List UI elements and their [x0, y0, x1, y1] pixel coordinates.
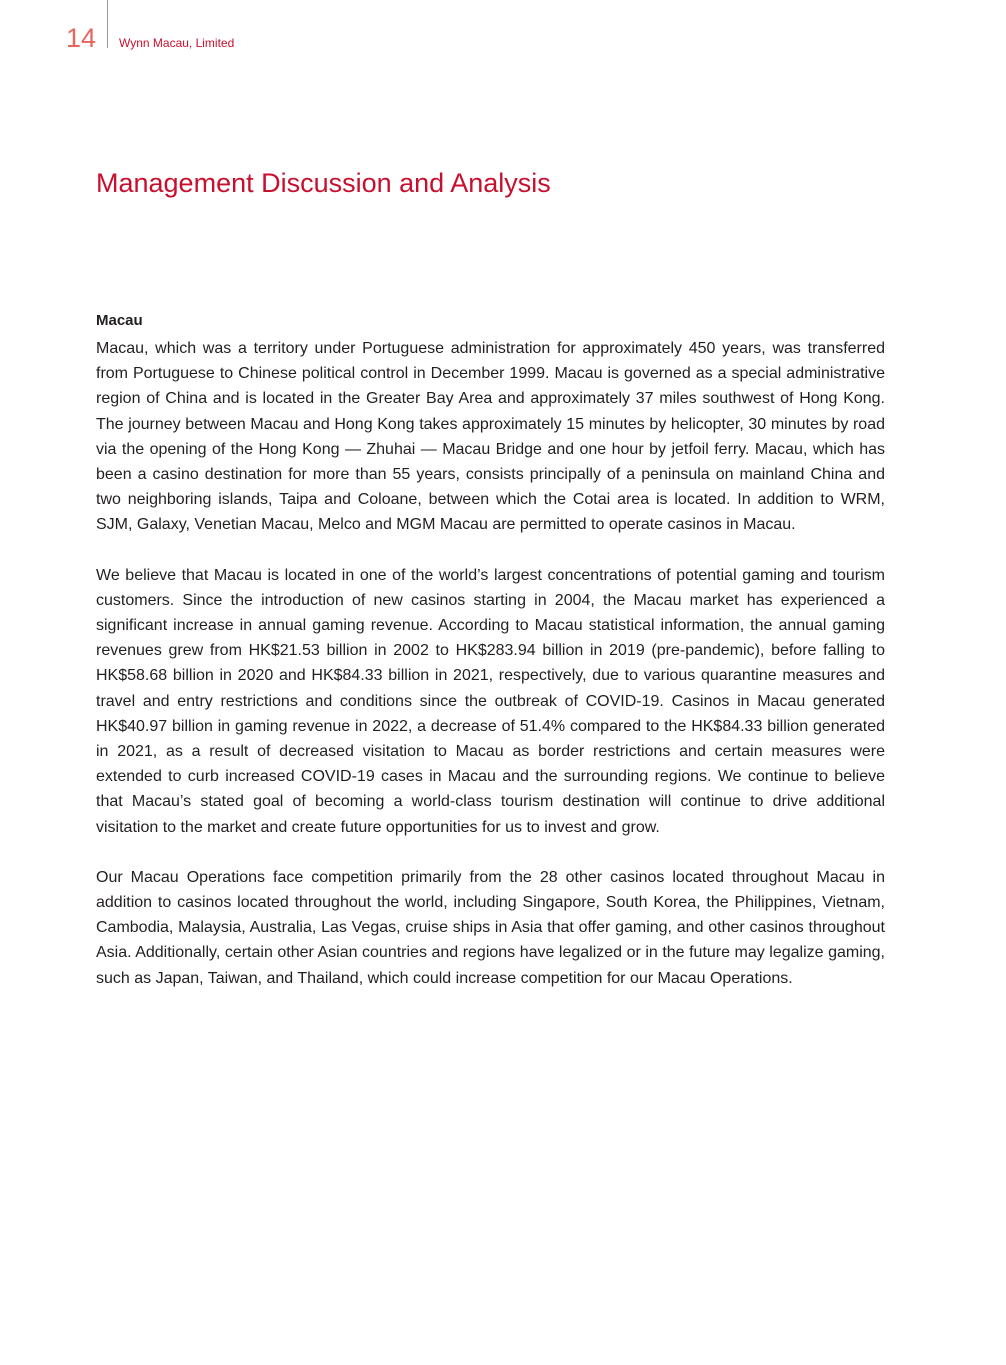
main-content: [96, 310, 885, 1016]
paragraph-1: Macau, which was a territory under Portuguese administration for approximately 450 years, was transferred from Portuguese to Chinese political control in December 1999. Macau is governed as a special administrative region of China and is located in the Greater Bay Area and approximately 37 miles southwest of Hong Kong. The journey between Macau and Hong Kong takes approximately 15 minutes by helicopter, 30 minutes by road via the opening of the Hong Kong — Zhuhai — Macau Bridge and one hour by jetfoil ferry. Macau, which has been a casino destination for more than 55 years, consists principally of a peninsula on mainland China and two neighboring islands, Taipa and Coloane, between which the Cotai area is located. In addition to WRM, SJM, Galaxy, Venetian Macau, Melco and MGM Macau are permitted to operate casinos in Macau.: [96, 340, 885, 534]
header-divider: [107, 0, 108, 48]
page-number: 14: [66, 23, 97, 53]
paragraph-3: Our Macau Operations face competition primarily from the 28 other casinos located throughout Macau in addition to casinos located throughout the world, including Singapore, South Korea, the Philippines, Vietnam, Cambodia, Malaysia, Australia, Las Vegas, cruise ships in Asia that offer gaming, and other casinos throughout Asia. Additionally, certain other Asian countries and regions have legalized or in the future may legalize gaming, such as Japan, Taiwan, and Thailand, which could increase competition for our Macau Operations.: [96, 868, 885, 987]
subheading-macau: Macau: [96, 312, 143, 329]
paragraph-2: We believe that Macau is located in one of the world’s largest concentrations of potential gaming and tourism customers. Since the introduction of new casinos starting in 2004, the Macau market has experienced a significant increase in annual gaming revenue. According to Macau statistical information, the annual gaming revenues grew from HK$21.53 billion in 2002 to HK$283.94 billion in 2019 (pre-pandemic), before falling to HK$58.68 billion in 2020 and HK$84.33 billion in 2021, respectively, due to various quarantine measures and travel and entry restrictions and conditions since the outbreak of COVID-19. Casinos in Macau generated HK$40.97 billion in gaming revenue in 2022, a decrease of 51.4% compared to the HK$84.33 billion generated in 2021, as a result of decreased visitation to Macau as border restrictions and certain measures were extended to curb increased COVID-19 cases in Macau and the surrounding regions. We continue to believe that Macau’s stated goal of becoming a world-class tourism destination will continue to drive additional visitation to the market and create future opportunities for us to invest and grow.: [96, 566, 885, 836]
company-name: Wynn Macau, Limited: [119, 36, 235, 50]
section-title: Management Discussion and Analysis: [96, 168, 551, 198]
